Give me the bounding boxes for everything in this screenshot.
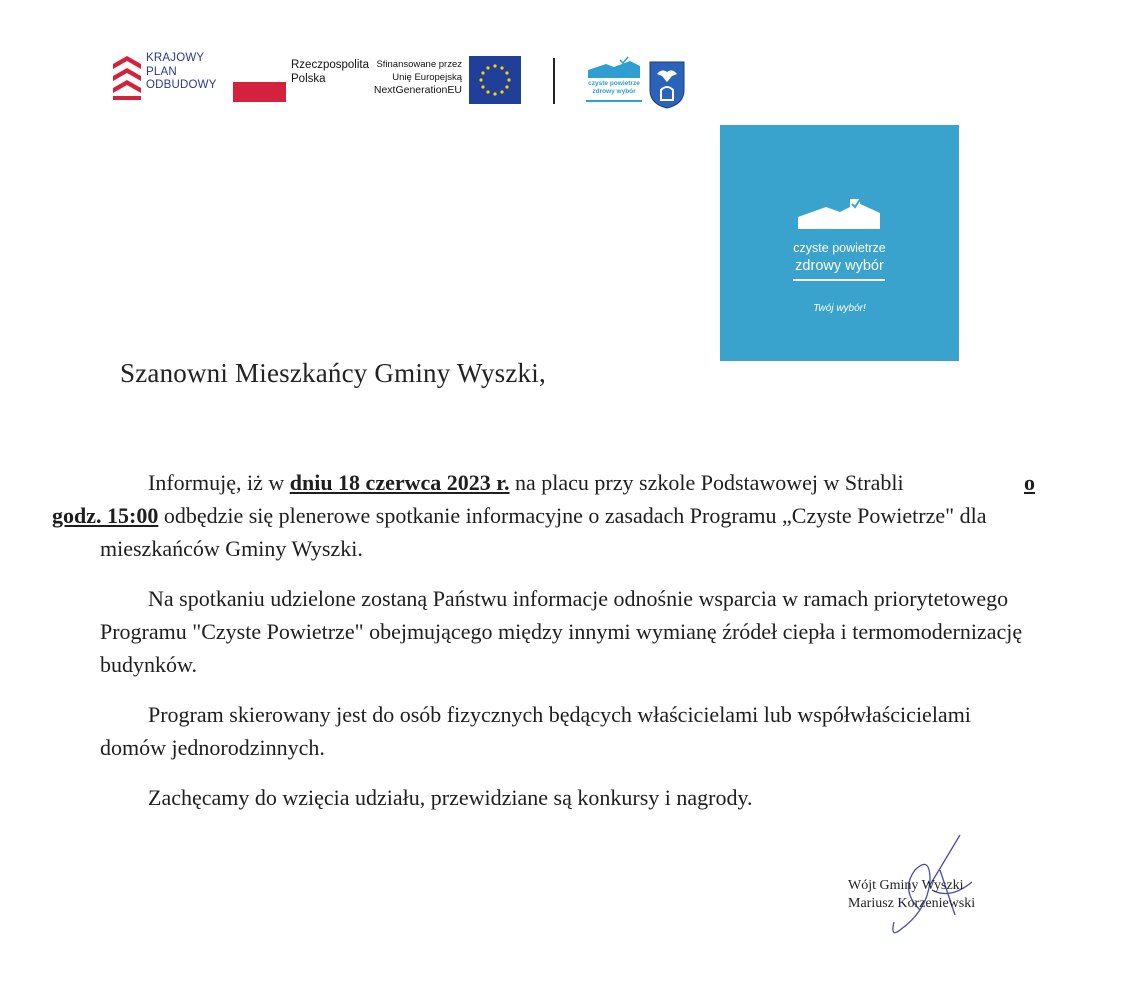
letter-body [52,466,1035,831]
meeting-o: o [1024,470,1035,495]
kpo-logo-text: KRAJOWY PLAN ODBUDOWY [146,52,217,91]
kpo-logo [112,50,222,106]
logo-divider [553,58,555,104]
paragraph-1: Informuję, iż w dniu 18 czerwca 2023 r. na placu przy szkole Podstawowej w Strabli o godz. 15:00 odbędzie się plenerowe spotkanie informacyjne o zasadach Programu „Czyste Powietrze" dla mieszkańców Gminy Wyszki. [100,466,1035,565]
czyste-powietrze-big-line1: czyste powietrze [793,241,886,255]
signature-block [848,877,975,913]
paragraph-3: Program skierowany jest do osób fizycznych będących właścicielami lub współwłaścicielami domów jednorodzinnych. [100,702,971,760]
paragraph-4: Zachęcamy do wzięcia udziału, przewidziane są konkursy i nagrody. [148,785,753,810]
meeting-time: godz. 15:00 [52,503,159,528]
kpo-stripes-icon [112,54,142,102]
logo-underline [793,279,885,281]
signature-title: Wójt Gminy Wyszki [848,878,964,893]
coat-of-arms-icon [648,60,686,110]
rzeczpospolita-logo-text: Rzeczpospolita Polska [291,59,369,85]
czyste-powietrze-small-logo [586,56,642,112]
eu-flag-icon [469,56,521,104]
eu-stars-icon [469,56,521,104]
czyste-powietrze-small-text: czyste powietrze zdrowy wybór [588,80,640,95]
czyste-powietrze-big-logo [720,125,959,361]
eu-funding-text: Sfinansowane przez Unię Europejską NextGenerationEU [373,59,462,96]
paragraph-2: Na spotkaniu udzielone zostaną Państwu informacje odnośnie wsparcia w ramach priorytetowego Programu "Czyste Powietrze" obejmującego między innymi wymianę źródeł ciepła i termomodernizację budynków. [100,586,1023,677]
czyste-powietrze-tagline: Twój wybór! [813,303,866,314]
house-icon [586,56,642,80]
paragraph-1-line-1: Informuję, iż w dniu 18 czerwca 2023 r. na placu przy szkole Podstawowej w Strabli o [100,466,1035,499]
meeting-date: dniu 18 czerwca 2023 r. [289,470,510,495]
czyste-powietrze-big-line2: zdrowy wybór [795,258,884,274]
signature-name: Mariusz Korzeniewski [848,896,976,911]
logo-bar [0,0,1133,130]
polish-flag-icon [233,62,286,102]
greeting: Szanowni Mieszkańcy Gminy Wyszki, [120,358,546,388]
house-roof-icon [796,197,882,231]
